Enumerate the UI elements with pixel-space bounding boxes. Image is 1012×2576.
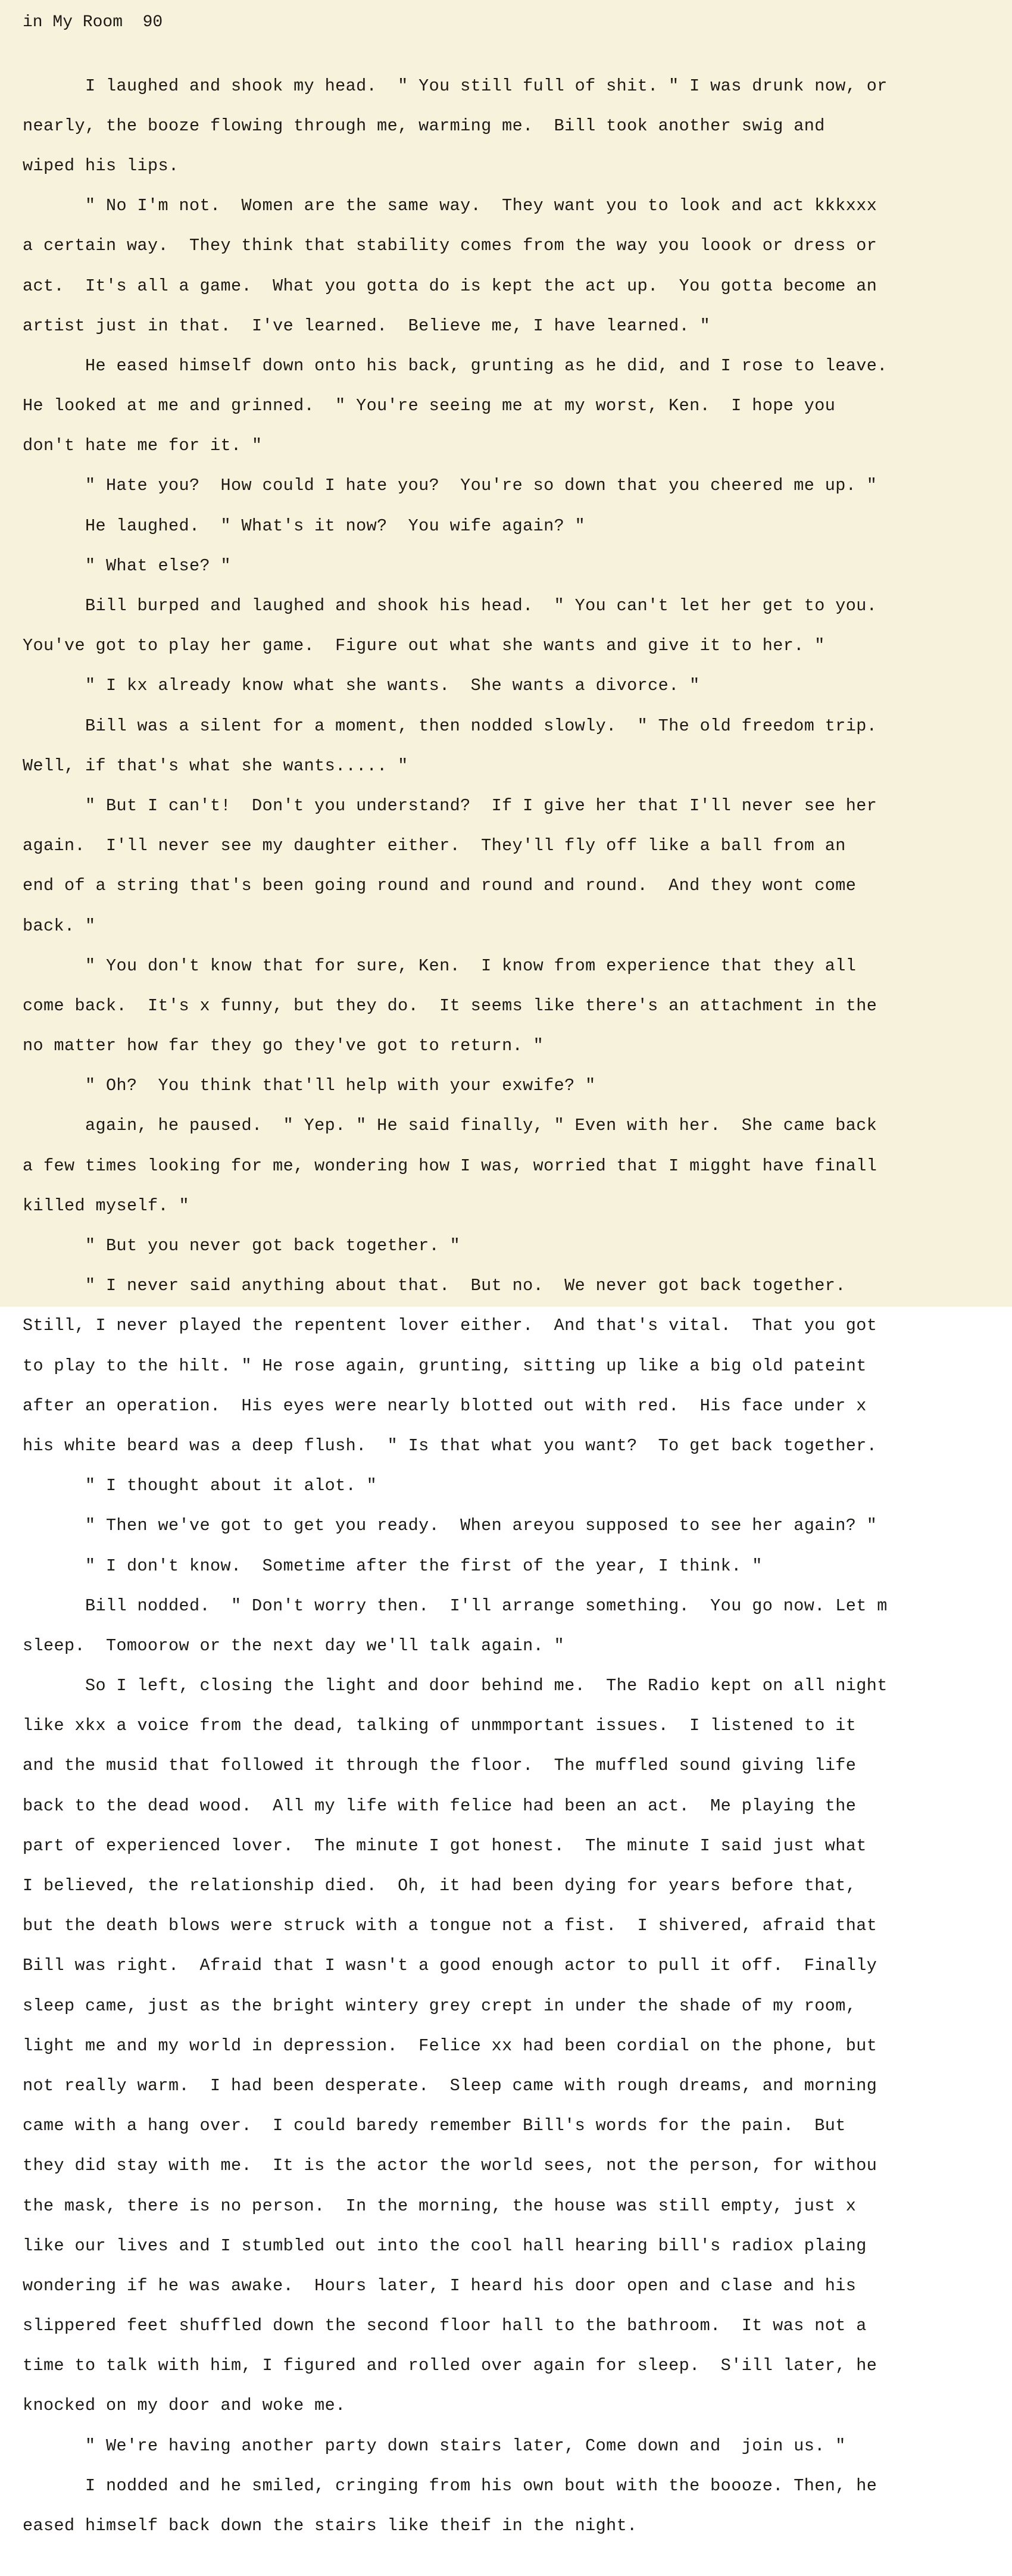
- text-line: slippered feet shuffled down the second floor hall to the bathroom. It was not a: [23, 2316, 867, 2336]
- text-line: don't hate me for it. ": [23, 436, 263, 456]
- text-line: not really warm. I had been desperate. Sleep came with rough dreams, and morning: [23, 2075, 877, 2096]
- text-line: back to the dead wood. All my life with felice had been an act. Me playing the: [23, 1796, 857, 1816]
- text-line: He looked at me and grinned. " You're seeing me at my worst, Ken. I hope you: [23, 396, 836, 416]
- text-line: a few times looking for me, wondering how I was, worried that I migght have finall: [23, 1156, 877, 1176]
- text-line: " You don't know that for sure, Ken. I know from experience that they all: [23, 956, 857, 976]
- text-line: act. It's all a game. What you gotta do is kept the act up. You gotta become an: [23, 276, 877, 296]
- text-line: end of a string that's been going round and round and round. And they wont come: [23, 876, 857, 896]
- text-line: " Oh? You think that'll help with your exwife? ": [23, 1076, 596, 1096]
- text-line: Bill was right. Afraid that I wasn't a good enough actor to pull it off. Finally: [23, 1956, 877, 1976]
- text-line: He laughed. " What's it now? You wife again? ": [23, 516, 586, 536]
- manuscript-text: [23, 56, 888, 2576]
- text-line: " Hate you? How could I hate you? You're so down that you cheered me up. ": [23, 476, 877, 496]
- text-line: his white beard was a deep flush. " Is that what you want? To get back together.: [23, 1435, 877, 1456]
- text-line: again. I'll never see my daughter either. They'll fly off like a ball from an: [23, 836, 846, 856]
- text-line: artist just in that. I've learned. Believe me, I have learned. ": [23, 316, 711, 336]
- text-line: " We're having another party down stairs later, Come down and join us. ": [23, 2436, 846, 2456]
- text-line: wondering if he was awake. Hours later, I heard his door open and clase and his: [23, 2275, 857, 2296]
- text-line: time to talk with him, I figured and rolled over again for sleep. S'ill later, he: [23, 2356, 877, 2376]
- text-line: came with a hang over. I could baredy remember Bill's words for the pain. But: [23, 2116, 846, 2136]
- text-line: So I left, closing the light and door behind me. The Radio kept on all night: [23, 1676, 888, 1696]
- text-line: Bill was a silent for a moment, then nodded slowly. " The old freedom trip.: [23, 716, 877, 736]
- text-line: but the death blows were struck with a tongue not a fist. I shivered, afraid that: [23, 1916, 877, 1936]
- text-line: " I kx already know what she wants. She wants a divorce. ": [23, 676, 700, 696]
- text-line: Well, if that's what she wants..... ": [23, 755, 408, 776]
- text-line: sleep. Tomoorow or the next day we'll talk again. ": [23, 1635, 565, 1656]
- text-line: a certain way. They think that stability comes from the way you loook or dress or: [23, 236, 877, 256]
- text-line: " I don't know. Sometime after the first of the year, I think. ": [23, 1556, 763, 1576]
- text-line: sleep came, just as the bright wintery grey crept in under the shade of my room,: [23, 1996, 857, 2016]
- text-line: I laughed and shook my head. " You still full of shit. " I was drunk now, or: [23, 76, 888, 96]
- text-line: eased himself back down the stairs like theif in the night.: [23, 2516, 638, 2536]
- text-line: killed myself. ": [23, 1195, 190, 1216]
- text-line: nearly, the booze flowing through me, warming me. Bill took another swig and: [23, 115, 825, 136]
- page-header: in My Room 90: [23, 13, 163, 32]
- text-line: knocked on my door and woke me.: [23, 2396, 346, 2416]
- text-line: wiped his lips.: [23, 155, 179, 176]
- text-line: " I thought about it alot. ": [23, 1476, 377, 1496]
- text-line: and the musid that followed it through the floor. The muffled sound giving life: [23, 1756, 857, 1776]
- text-line: like xkx a voice from the dead, talking of unmmportant issues. I listened to it: [23, 1716, 857, 1736]
- text-line: after an operation. His eyes were nearly blotted out with red. His face under x: [23, 1395, 867, 1416]
- text-line: " But I can't! Don't you understand? If I give her that I'll never see her: [23, 795, 877, 816]
- text-line: " But you never got back together. ": [23, 1236, 461, 1256]
- text-line: Bill burped and laughed and shook his head. " You can't let her get to you.: [23, 596, 877, 616]
- text-line: back. ": [23, 916, 96, 936]
- text-line: Still, I never played the repentent lover either. And that's vital. That you got: [23, 1316, 877, 1336]
- text-line: " No I'm not. Women are the same way. They want you to look and act kkkxxx: [23, 196, 877, 216]
- text-line: the mask, there is no person. In the morning, the house was still empty, just x: [23, 2196, 857, 2216]
- text-line: " I never said anything about that. But no. We never got back together.: [23, 1276, 846, 1296]
- text-line: light me and my world in depression. Felice xx had been cordial on the phone, but: [23, 2035, 877, 2056]
- text-line: again, he paused. " Yep. " He said finally, " Even with her. She came back: [23, 1116, 877, 1136]
- text-line: I believed, the relationship died. Oh, it had been dying for years before that,: [23, 1876, 857, 1896]
- text-line: they did stay with me. It is the actor the world sees, not the person, for withou: [23, 2156, 877, 2176]
- text-line: You've got to play her game. Figure out what she wants and give it to her. ": [23, 636, 825, 656]
- text-line: no matter how far they go they've got to return. ": [23, 1036, 544, 1056]
- text-line: Bill nodded. " Don't worry then. I'll arrange something. You go now. Let m: [23, 1595, 888, 1616]
- text-line: like our lives and I stumbled out into the cool hall hearing bill's radiox plaing: [23, 2235, 867, 2256]
- text-line: " Then we've got to get you ready. When areyou supposed to see her again? ": [23, 1516, 877, 1536]
- text-line: part of experienced lover. The minute I got honest. The minute I said just what: [23, 1835, 867, 1856]
- text-line: " What else? ": [23, 555, 232, 576]
- text-line: come back. It's x funny, but they do. It seems like there's an attachment in the: [23, 995, 877, 1016]
- text-line: I nodded and he smiled, cringing from his own bout with the boooze. Then, he: [23, 2475, 877, 2496]
- text-line: to play to the hilt. " He rose again, grunting, sitting up like a big old pateint: [23, 1356, 867, 1376]
- text-line: He eased himself down onto his back, grunting as he did, and I rose to leave.: [23, 355, 888, 376]
